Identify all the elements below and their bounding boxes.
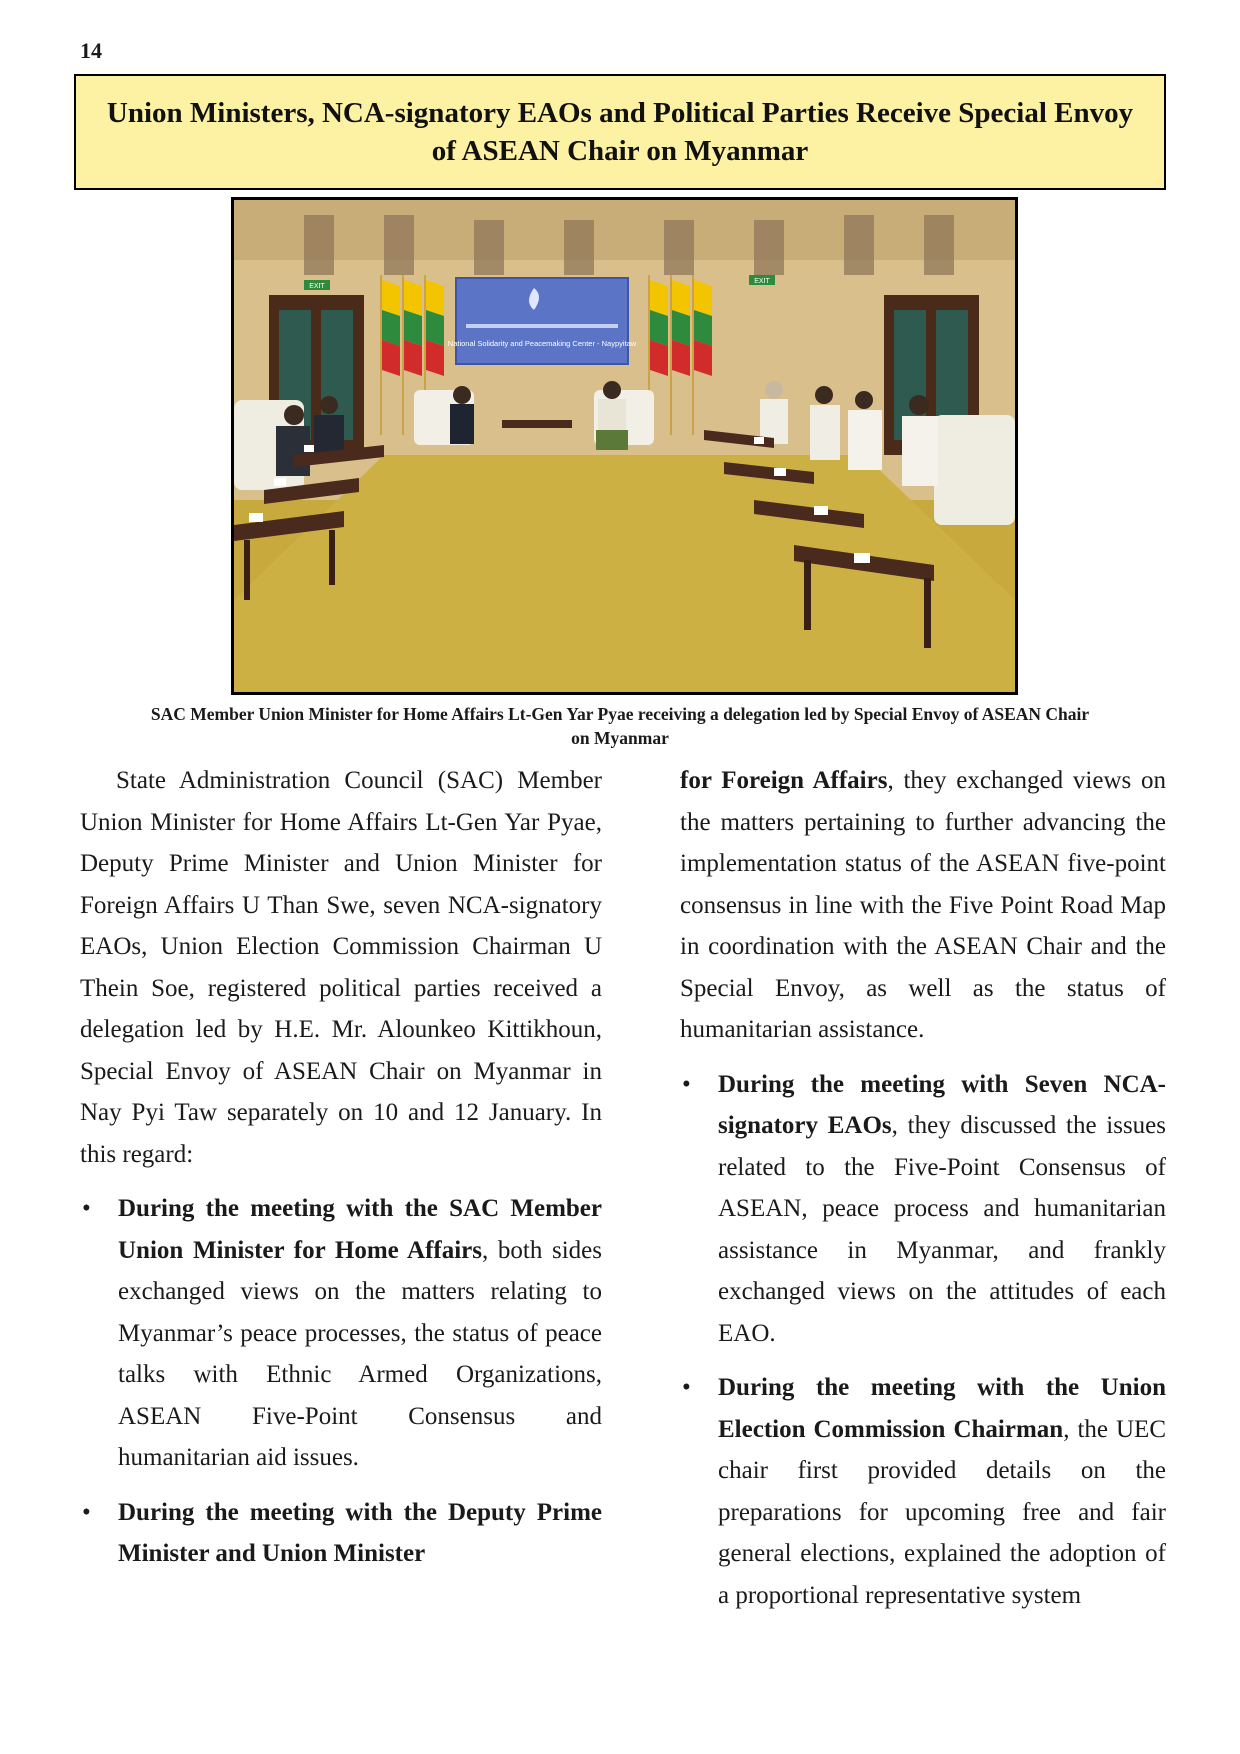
bullet-seven-eaos-text: , they discussed the issues related to the Five-Point Consensus of ASEAN, peace process and humanitarian assistance in Myanmar, and frankly exchanged views on the attitudes of each EAO. bbox=[718, 1112, 1167, 1347]
meeting-bullet-list bbox=[80, 1188, 602, 1575]
meeting-photo-illustration bbox=[234, 200, 1015, 692]
bullet-deputy-prime-minister-lead-continued: for Foreign Affairs bbox=[680, 767, 888, 794]
article-column-right bbox=[680, 760, 1166, 1616]
bullet-election-commission-text: , the UEC chair first provided details on the preparations for upcoming free and fair general elections, explained the adoption of a proportional representative system bbox=[718, 1415, 1166, 1609]
bullet-home-affairs-text: , both sides exchanged views on the matters relating to Myanmar’s peace processes, the status of peace talks with Ethnic Armed Organizations, ASEAN Five-Point Consensus and humanitarian aid issues. bbox=[118, 1236, 602, 1471]
exit-sign-left: EXIT bbox=[309, 283, 325, 290]
meeting-photo bbox=[231, 197, 1018, 695]
bullet-election-commission-lead: During the meeting with the Union Election Commission Chairman bbox=[718, 1374, 1166, 1443]
meeting-bullet-list-continued bbox=[680, 1064, 1166, 1617]
article-title: Union Ministers, NCA-signatory EAOs and Political Parties Receive Special Envoy of ASEAN Chair on Myanmar bbox=[106, 97, 1134, 167]
exit-sign-right: EXIT bbox=[754, 278, 770, 285]
article-intro-paragraph: State Administration Council (SAC) Member Union Minister for Home Affairs Lt-Gen Yar Pyae, Deputy Prime Minister and Union Minister for Foreign Affairs U Than Swe, seven NCA-signatory EAOs, Union Election Commission Chairman U Thein Soe, registered political parties received a delegation led by H.E. Mr. Alounkeo Kittikhoun, Special Envoy of ASEAN Chair on Myanmar in Nay Pyi Taw separately on 10 and 12 January. In this regard: bbox=[80, 767, 602, 1168]
bullet-home-affairs bbox=[80, 1188, 602, 1479]
photo-caption: SAC Member Union Minister for Home Affairs Lt-Gen Yar Pyae receiving a delegation led by Special Envoy of ASEAN Chair on Myanmar bbox=[150, 704, 1090, 748]
bullet-deputy-prime-minister-continued bbox=[680, 760, 1166, 1051]
bullet-home-affairs-lead: During the meeting with the SAC Member Union Minister for Home Affairs bbox=[118, 1195, 602, 1264]
page-number: 14 bbox=[80, 38, 102, 63]
bullet-seven-eaos-lead: During the meeting with Seven NCA-signatory EAOs bbox=[718, 1070, 1166, 1139]
bullet-election-commission bbox=[680, 1367, 1166, 1616]
bullet-deputy-prime-minister-lead: During the meeting with the Deputy Prime Minister and Union Minister bbox=[118, 1498, 602, 1567]
article-title-box bbox=[74, 74, 1166, 190]
bullet-deputy-prime-minister-text: , they exchanged views on the matters pertaining to further advancing the implementation status of the ASEAN five-point consensus in line with the Five Point Road Map in coordination with the ASEAN Chair and the Special Envoy, as well as the status of humanitarian assistance. bbox=[680, 767, 1166, 1043]
article-column-left bbox=[80, 760, 602, 1575]
bullet-seven-eaos bbox=[680, 1064, 1166, 1355]
banner-text: National Solidarity and Peacemaking Center - Naypyitaw bbox=[447, 339, 637, 348]
bullet-deputy-prime-minister bbox=[80, 1492, 602, 1575]
